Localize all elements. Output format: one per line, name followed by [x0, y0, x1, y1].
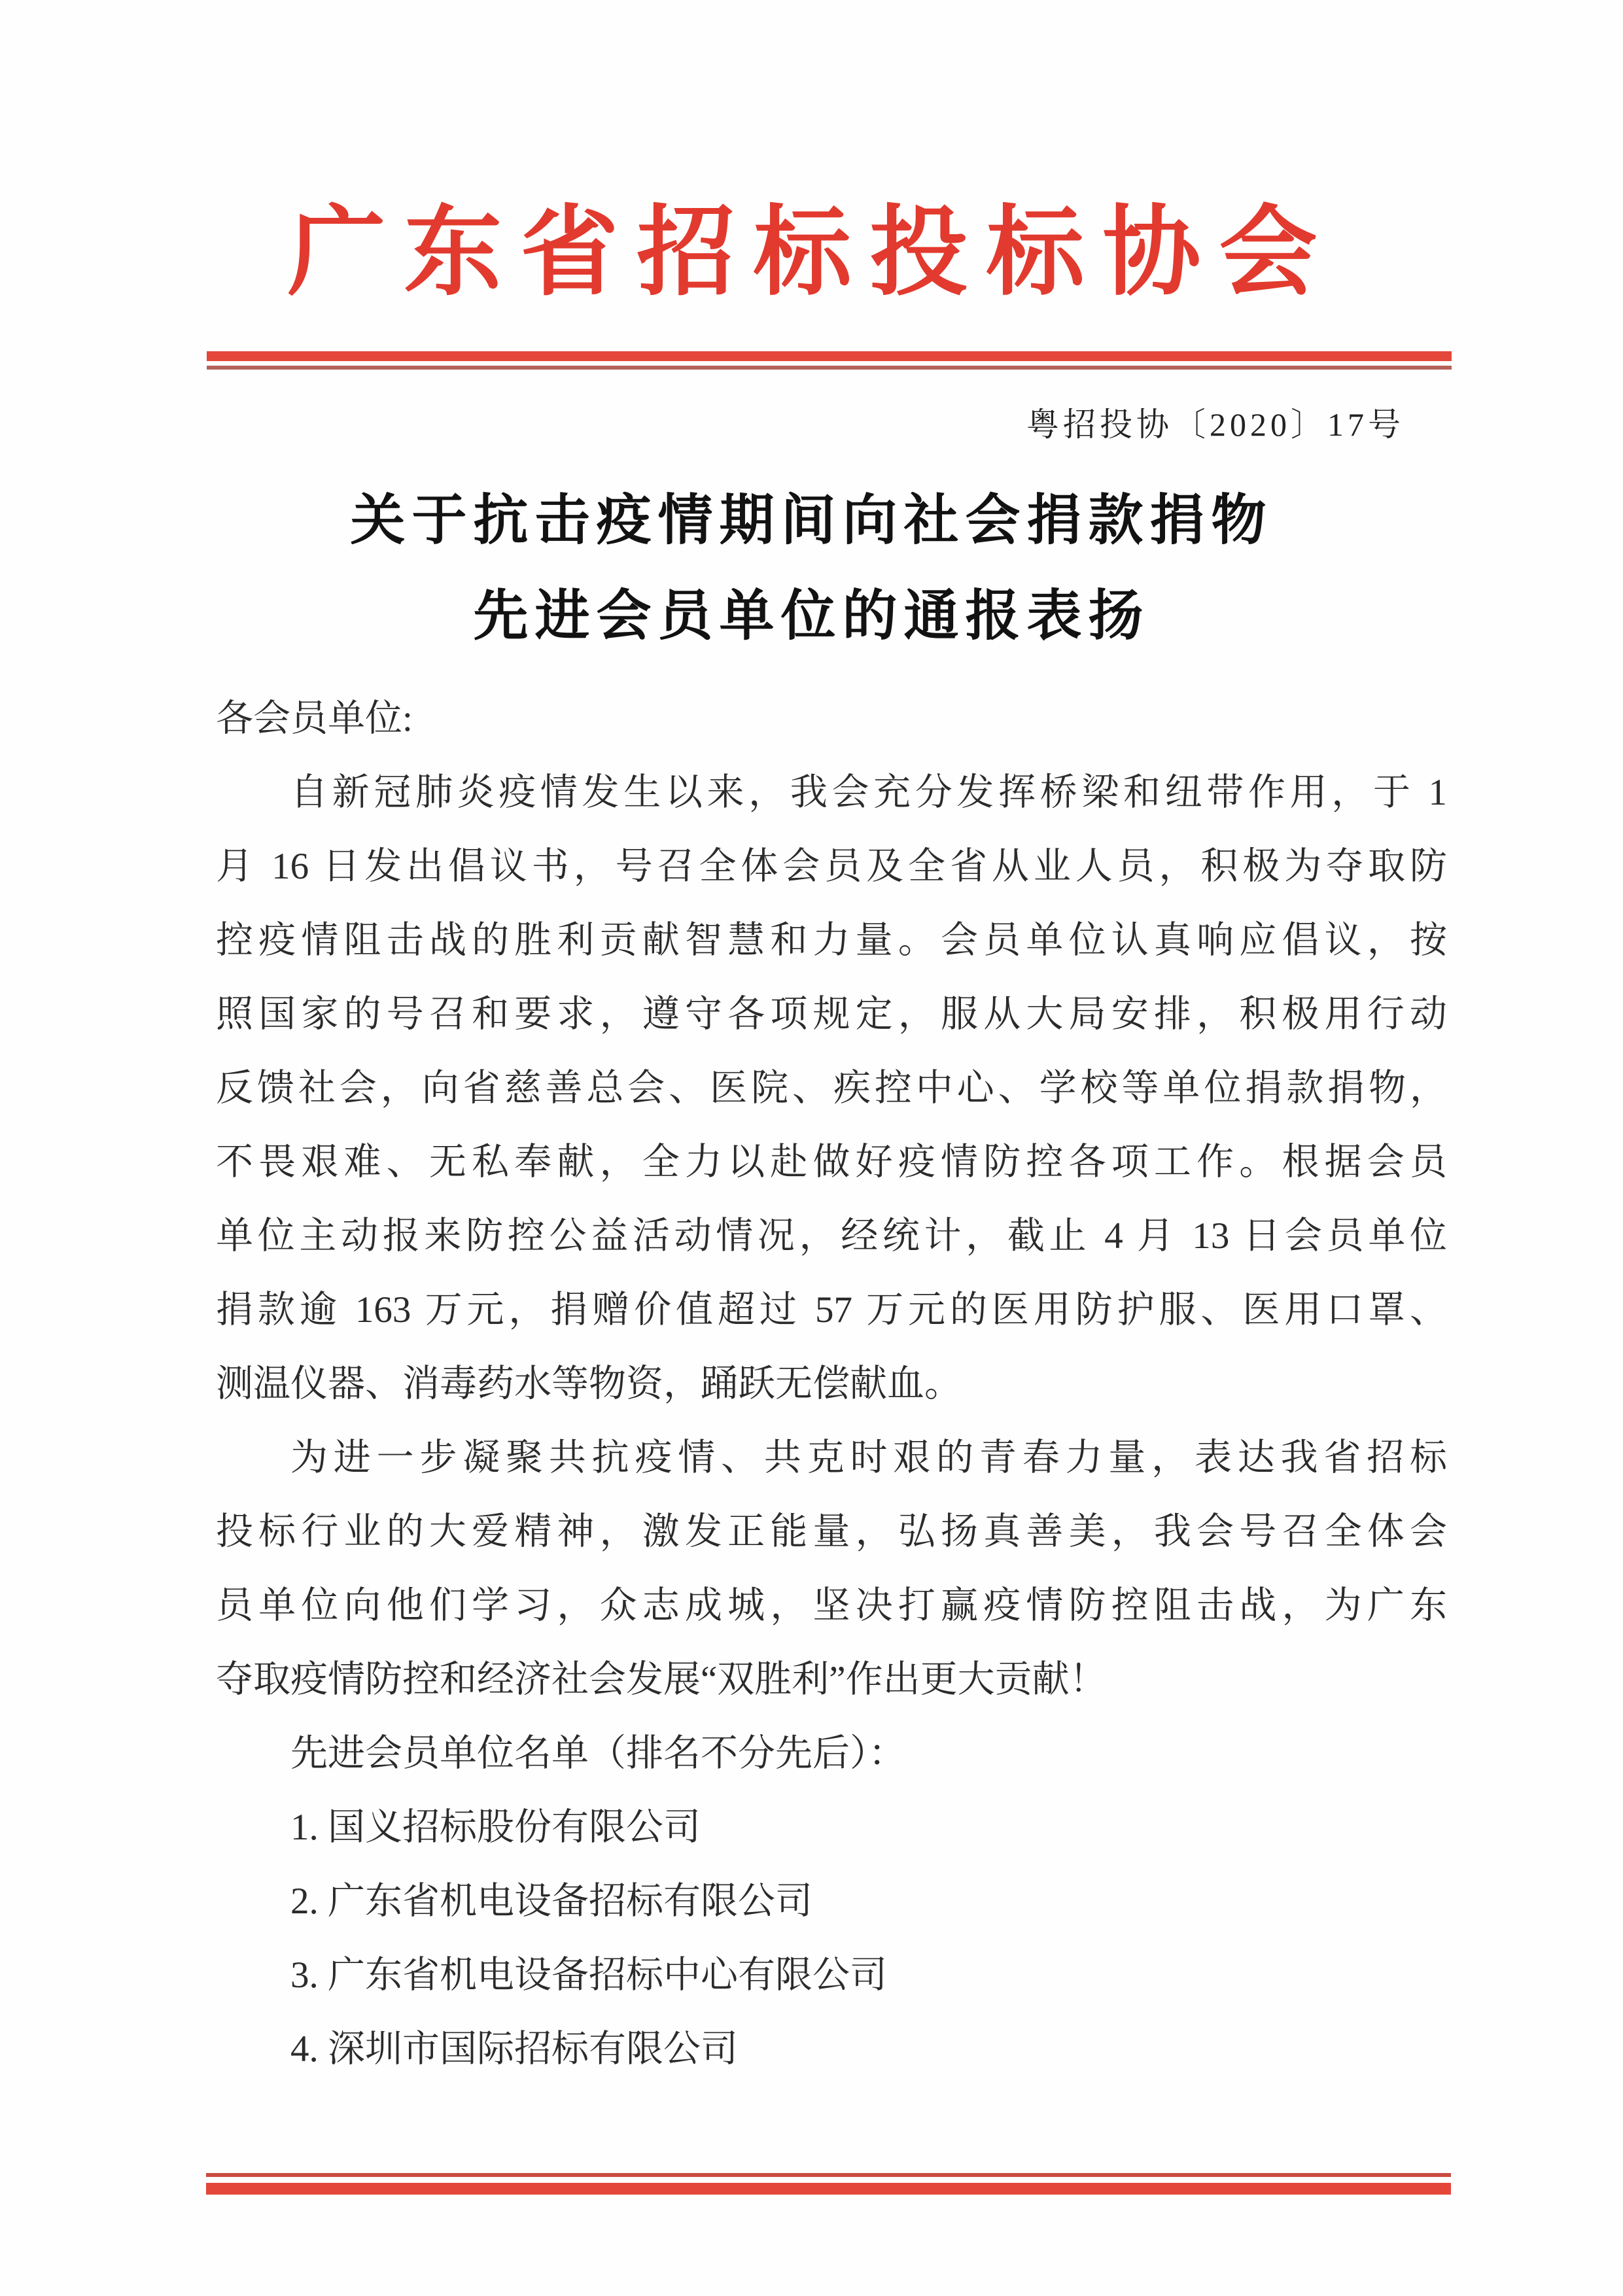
rule-thick-top [207, 351, 1452, 361]
rule-thin-top [207, 366, 1452, 370]
document-body [216, 682, 1447, 2086]
letterhead-double-rule [207, 351, 1452, 370]
body-line: 2. 广东省机电设备招标有限公司 [290, 1881, 812, 1922]
body-line: 各会员单位: [216, 698, 413, 739]
body-line: 1. 国义招标股份有限公司 [290, 1807, 701, 1848]
body-line: 不畏艰难、无私奉献，全力以赴做好疫情防控各项工作。根据会员 [216, 1141, 1447, 1183]
document-title-line1: 关于抗击疫情期间向社会捐款捐物 [350, 489, 1273, 551]
footer-double-rule [206, 2173, 1451, 2195]
body-line: 单位主动报来防控公益活动情况，经统计，截止 4 月 13 日会员单位 [216, 1215, 1447, 1257]
letterhead-org-name: 广东省招标投标协会 [287, 199, 1336, 307]
rule-thin-bottom [206, 2173, 1451, 2177]
document-number: 粤招投协〔2020〕17号 [1026, 406, 1405, 443]
body-line: 4. 深圳市国际招标有限公司 [290, 2028, 738, 2070]
body-line: 员单位向他们学习，众志成城，坚决打赢疫情防控阻击战，为广东 [216, 1585, 1447, 1626]
body-line: 照国家的号召和要求，遵守各项规定，服从大局安排，积极用行动 [216, 994, 1447, 1035]
document-title-line2: 先进会员单位的通报表扬 [473, 585, 1150, 646]
body-line: 先进会员单位名单（排名不分先后）： [290, 1733, 906, 1774]
body-line: 3. 广东省机电设备招标中心有限公司 [290, 1955, 887, 1996]
body-line: 月 16 日发出倡议书，号召全体会员及全省从业人员，积极为夺取防 [216, 846, 1447, 887]
body-line: 测温仪器、消毒药水等物资，踊跃无偿献血。 [216, 1363, 962, 1404]
body-line: 为进一步凝聚共抗疫情、共克时艰的青春力量，表达我省招标 [290, 1437, 1447, 1478]
body-line: 夺取疫情防控和经济社会发展“双胜利”作出更大贡献！ [216, 1659, 1107, 1700]
body-line: 捐款逾 163 万元，捐赠价值超过 57 万元的医用防护服、医用口罩、 [216, 1289, 1447, 1331]
body-line: 投标行业的大爱精神，激发正能量，弘扬真善美，我会号召全体会 [216, 1511, 1447, 1552]
rule-thick-bottom [206, 2183, 1451, 2195]
body-line: 控疫情阻击战的胜利贡献智慧和力量。会员单位认真响应倡议，按 [216, 920, 1447, 961]
document-title [0, 472, 1623, 663]
body-line: 自新冠肺炎疫情发生以来，我会充分发挥桥梁和纽带作用，于 1 [290, 772, 1447, 813]
body-line: 反馈社会，向省慈善总会、医院、疾控中心、学校等单位捐款捐物， [216, 1068, 1447, 1109]
